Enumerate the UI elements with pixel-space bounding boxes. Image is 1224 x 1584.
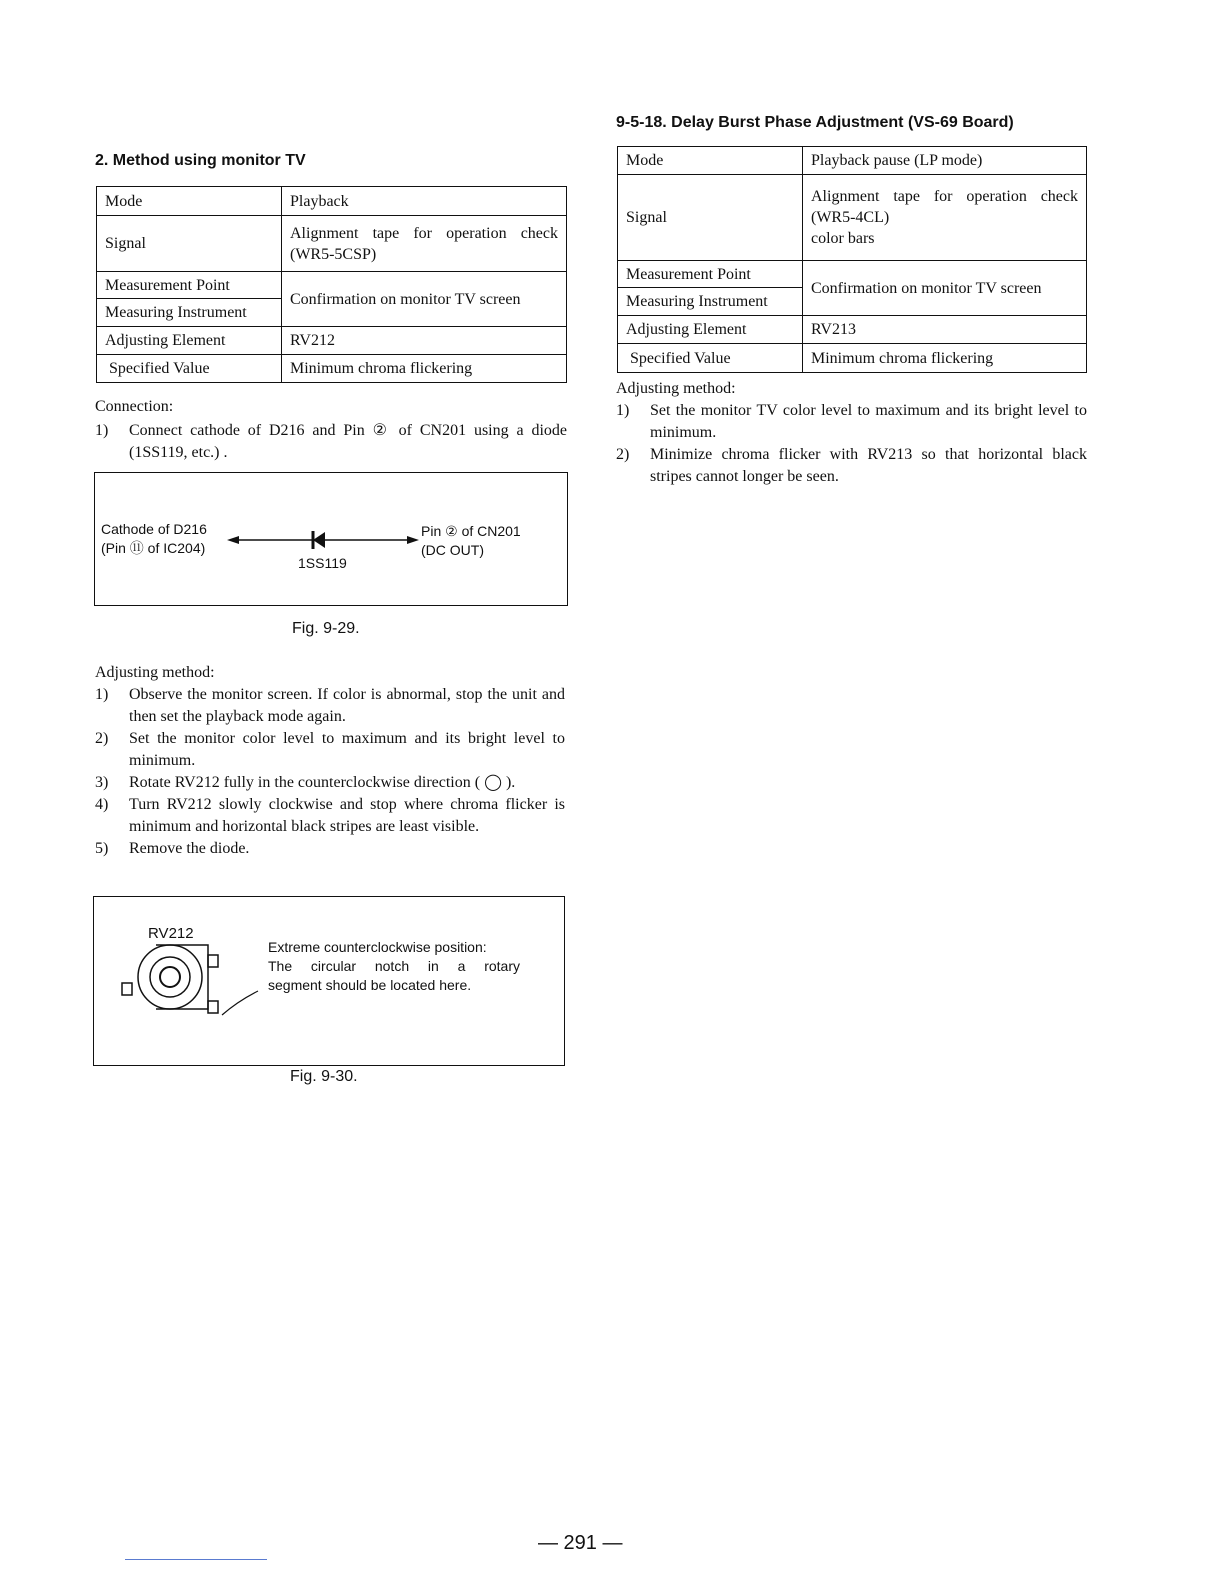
fig30-rv-label: RV212	[148, 925, 194, 942]
table-key: Adjusting Element	[618, 316, 803, 344]
item-number: 3)	[95, 774, 109, 791]
fig29-right-line1: Pin ② of CN201	[421, 523, 521, 539]
table-key: Signal	[618, 175, 803, 261]
left-spec-table	[96, 186, 567, 383]
table-key: Specified Value	[97, 355, 282, 383]
table-key: Measuring Instrument	[97, 299, 282, 327]
left-section-heading: 2. Method using monitor TV	[95, 152, 306, 169]
left-adjusting-method	[95, 662, 565, 860]
right-adjusting-method	[616, 378, 1087, 488]
list-item	[95, 772, 565, 794]
table-key: Measurement Point	[97, 272, 282, 299]
right-section-heading: 9-5-18. Delay Burst Phase Adjustment (VS-69 Board)	[616, 114, 1014, 131]
list-item	[95, 728, 565, 772]
fig29-right-line2: (DC OUT)	[421, 542, 484, 558]
list-item	[95, 420, 567, 464]
fig30-note	[268, 938, 520, 995]
table-key: Signal	[97, 216, 282, 272]
signal-line2: (WR5-4CL)	[811, 209, 890, 226]
table-value: Playback	[282, 187, 567, 216]
table-row	[618, 344, 1087, 373]
table-key: Adjusting Element	[97, 327, 282, 355]
table-key: Measurement Point	[618, 261, 803, 288]
table-row	[97, 216, 567, 272]
table-key: Mode	[618, 147, 803, 175]
table-row	[97, 272, 567, 299]
item-number: 2)	[616, 446, 630, 463]
footer-rule	[125, 1559, 267, 1560]
table-value: Confirmation on monitor TV screen	[282, 272, 567, 327]
fig-9-29-caption: Fig. 9-29.	[292, 620, 360, 637]
rotary-body-icon	[138, 945, 202, 1009]
item-number: 4)	[95, 796, 109, 813]
adjusting-label: Adjusting method:	[95, 664, 215, 681]
table-row	[97, 355, 567, 383]
table-value: RV213	[803, 316, 1087, 344]
adjusting-label: Adjusting method:	[616, 380, 736, 397]
signal-line3: color bars	[811, 230, 875, 247]
page-number: — 291 —	[538, 1532, 623, 1554]
right-arrow-icon	[407, 536, 419, 544]
list-item	[95, 838, 565, 860]
list-item	[616, 444, 1087, 488]
fig29-diode-label: 1SS119	[298, 555, 347, 571]
rotary-notch-icon	[160, 967, 180, 987]
list-item	[95, 794, 565, 838]
diode-arrow-diagram	[225, 525, 420, 555]
fig-9-30-caption: Fig. 9-30.	[290, 1068, 358, 1085]
table-value: Minimum chroma flickering	[803, 344, 1087, 373]
left-arrow-icon	[227, 536, 239, 544]
table-row	[618, 261, 1087, 288]
list-item	[95, 684, 565, 728]
connection-label: Connection:	[95, 398, 174, 415]
item-number: 1)	[616, 402, 630, 419]
item-number: 5)	[95, 840, 109, 857]
item-text: Observe the monitor screen. If color is abnormal, stop the unit and then set the playback mode again.	[129, 686, 565, 725]
table-value: Alignment tape for operation check (WR5-5CSP)	[282, 216, 567, 272]
item-text: Set the monitor color level to maximum and its bright level to minimum.	[129, 730, 565, 769]
fig29-left-line2: (Pin ⑪ of IC204)	[101, 540, 206, 556]
item-text: Minimize chroma flicker with RV213 so that horizontal black stripes cannot longer be seen.	[650, 446, 1087, 485]
fig30-note-line3: segment should be located here.	[268, 977, 472, 993]
table-row	[618, 316, 1087, 344]
table-row	[618, 147, 1087, 175]
list-item	[616, 400, 1087, 444]
item-text: Set the monitor TV color level to maximum and its bright level to minimum.	[650, 402, 1087, 441]
table-value: Confirmation on monitor TV screen	[803, 261, 1087, 316]
fig30-note-line2: The circular notch in a rotary	[268, 958, 520, 974]
right-spec-table	[617, 146, 1087, 373]
item-text: Turn RV212 slowly clockwise and stop where chroma flicker is minimum and horizontal black stripes are least visible.	[129, 796, 565, 835]
item-number: 1)	[95, 422, 109, 439]
item-text: Remove the diode.	[129, 840, 250, 857]
item-text: Connect cathode of D216 and Pin ② of CN201 using a diode (1SS119, etc.) .	[129, 422, 567, 461]
table-key: Specified Value	[618, 344, 803, 373]
table-value: RV212	[282, 327, 567, 355]
fig29-left-line1: Cathode of D216	[101, 521, 207, 537]
fig30-note-line1: Extreme counterclockwise position:	[268, 939, 487, 955]
fig29-right-label	[421, 522, 521, 560]
signal-line1: Alignment tape for operation check	[811, 188, 1078, 205]
table-key: Measuring Instrument	[618, 288, 803, 316]
table-row	[618, 175, 1087, 261]
table-value	[803, 175, 1087, 261]
item-number: 1)	[95, 686, 109, 703]
table-value: Playback pause (LP mode)	[803, 147, 1087, 175]
table-row	[97, 187, 567, 216]
item-number: 2)	[95, 730, 109, 747]
table-value: Minimum chroma flickering	[282, 355, 567, 383]
connection-section	[95, 396, 567, 464]
rotary-potentiometer-diagram	[118, 943, 278, 1023]
fig29-left-label	[101, 520, 207, 558]
table-key: Mode	[97, 187, 282, 216]
table-row	[97, 327, 567, 355]
diode-symbol-icon	[313, 532, 325, 548]
item-text: Rotate RV212 fully in the counterclockwise direction ( ◯ ).	[129, 774, 516, 791]
